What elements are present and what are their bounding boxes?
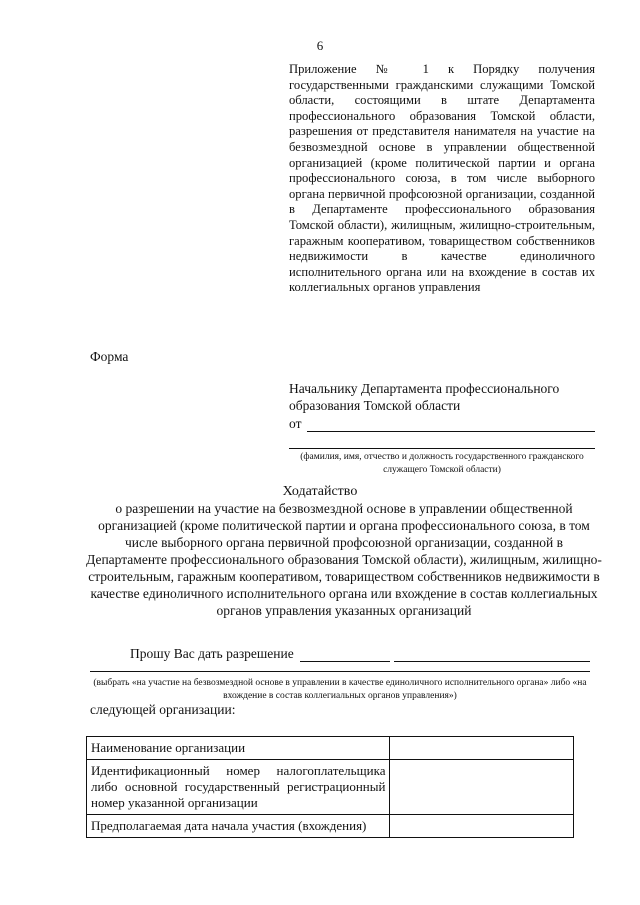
page-number: 6 [316,38,324,53]
request-input-line[interactable] [394,647,590,662]
request-text: Прошу Вас дать разрешение [130,646,294,661]
document-title: Ходатайство [282,484,358,499]
from-row [289,415,595,432]
addressee-input-line[interactable] [289,434,595,449]
table-row [87,815,574,838]
request-blank[interactable] [300,647,390,662]
request-row [130,646,590,662]
organization-table [86,736,574,838]
row-label: Наименование организации [87,737,390,760]
following-label: следующей организации: [90,702,236,717]
row-label: Идентификационный номер налогоплательщика либо основной государственный регистрационный номер указанной организации [87,760,390,815]
row-value[interactable] [390,737,574,760]
document-subtitle: о разрешении на участие на безвозмездной основе в управлении общественной организацией (кроме политической партии и органа профессионального союза, в том числе выборного органа первичной профсоюзной организации, созданной в Департаменте профессионального образования Томской области), жилищным, жилищно-строительным, гаражным кооперативом, товариществом собственников недвижимости в качестве единоличного исполнительного органа или вхождение в состав коллегиальных органов управления указанных организаций [86,501,602,618]
row-value[interactable] [390,760,574,815]
request-input-line-2[interactable] [90,671,590,672]
addressee-hint: (фамилия, имя, отчество и должность государственного гражданского служащего Томской области) [300,452,584,475]
row-label: Предполагаемая дата начала участия (вхождения) [87,815,390,838]
form-label: Форма [90,349,129,364]
table-row [87,737,574,760]
addressee-block [289,380,595,477]
appendix-text: Приложение № 1 к Порядку получения государственными гражданскими служащими Томской области, состоящими в штате Департамента профессионального образования Томской области, разрешения от представителя нанимателя на участие на безвозмездной основе в управлении общественной организацией (кроме политической партии и органа профессионального союза, в том числе выборного органа первичной профсоюзной организации, созданной в Департаменте профессионального образования Томской области), жилищным, жилищно-строительным, гаражным кооперативом, товариществом собственников недвижимости в качестве единоличного исполнительного органа или на вхождение в состав их коллегиальных органов управления [289,62,595,295]
request-hint: (выбрать «на участие на безвозмездной основе в управлении в качестве единоличного исполнительного органа» либо «на вхождение в состав коллегиальных органов управления») [93,678,587,701]
table-row [87,760,574,815]
from-input-line[interactable] [307,417,595,432]
from-label: от [289,416,302,431]
row-value[interactable] [390,815,574,838]
addressee-line: Начальнику Департамента профессионального образования Томской области [289,381,560,413]
